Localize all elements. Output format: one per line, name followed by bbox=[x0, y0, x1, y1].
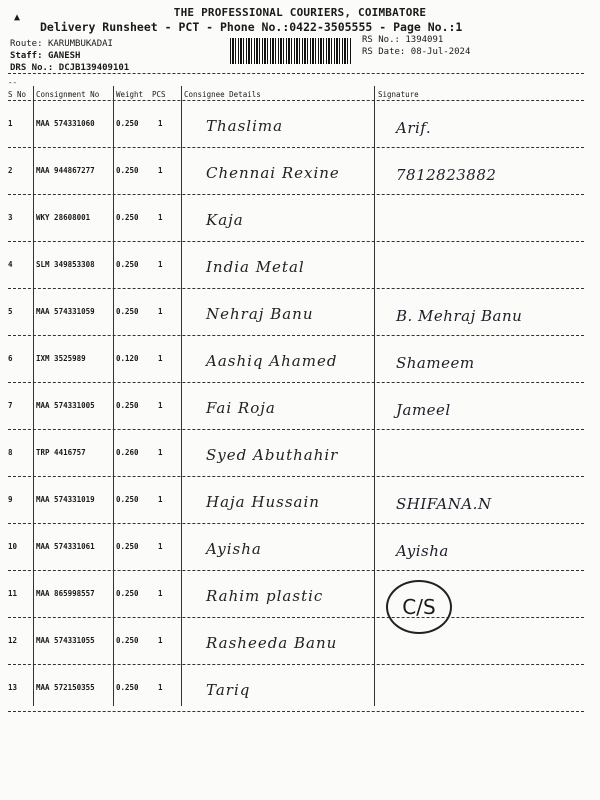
cell-weight: 0.250 bbox=[116, 260, 139, 269]
cell-pcs: 1 bbox=[158, 307, 163, 316]
drs-label: DRS No.: bbox=[10, 63, 54, 73]
cell-weight: 0.120 bbox=[116, 354, 139, 363]
cell-sno: 5 bbox=[8, 307, 13, 316]
cell-consignment: MAA 574331005 bbox=[36, 401, 95, 410]
cell-sno: 4 bbox=[8, 260, 13, 269]
cell-consignment: MAA 572150355 bbox=[36, 683, 95, 692]
row-divider bbox=[8, 711, 584, 712]
barcode bbox=[230, 38, 352, 64]
cell-weight: 0.250 bbox=[116, 636, 139, 645]
cell-pcs: 1 bbox=[158, 683, 163, 692]
consignee-name: India Metal bbox=[206, 258, 305, 276]
consignee-name: Tariq bbox=[206, 681, 251, 699]
cell-weight: 0.250 bbox=[116, 589, 139, 598]
row-divider bbox=[8, 288, 584, 289]
col-consignment: Consignment No bbox=[36, 90, 100, 99]
cell-consignment: TRP 4416757 bbox=[36, 448, 86, 457]
header-left-info bbox=[10, 38, 129, 74]
cell-sno: 6 bbox=[8, 354, 13, 363]
row-divider bbox=[8, 664, 584, 665]
cell-weight: 0.250 bbox=[116, 495, 139, 504]
row-divider bbox=[8, 523, 584, 524]
cell-weight: 0.250 bbox=[116, 307, 139, 316]
consignee-name: Fai Roja bbox=[206, 399, 276, 417]
cell-pcs: 1 bbox=[158, 448, 163, 457]
consignee-name: Haja Hussain bbox=[206, 493, 320, 511]
consignee-name: Rahim plastic bbox=[206, 587, 324, 605]
signature: SHIFANA.N bbox=[396, 495, 492, 513]
consignee-name: Rasheeda Banu bbox=[206, 634, 338, 652]
consignee-name: Thaslima bbox=[206, 117, 284, 135]
cell-consignment: IXM 3525989 bbox=[36, 354, 86, 363]
cell-consignment: SLM 349853308 bbox=[36, 260, 95, 269]
row-divider bbox=[8, 100, 584, 101]
signature: B. Mehraj Banu bbox=[396, 307, 523, 325]
cell-consignment: MAA 574331055 bbox=[36, 636, 95, 645]
cell-weight: 0.250 bbox=[116, 683, 139, 692]
dash-mark: -- bbox=[8, 78, 18, 87]
route-label: Route: bbox=[10, 39, 43, 49]
cell-sno: 11 bbox=[8, 589, 18, 598]
cell-weight: 0.250 bbox=[116, 166, 139, 175]
cell-weight: 0.260 bbox=[116, 448, 139, 457]
cell-weight: 0.250 bbox=[116, 542, 139, 551]
signature: Ayisha bbox=[396, 542, 449, 560]
col-signature: Signature bbox=[378, 90, 419, 99]
rs-date-value: 08-Jul-2024 bbox=[410, 47, 471, 57]
row-divider bbox=[8, 147, 584, 148]
cell-pcs: 1 bbox=[158, 542, 163, 551]
cell-pcs: 1 bbox=[158, 354, 163, 363]
consignee-name: Ayisha bbox=[206, 540, 262, 558]
row-divider bbox=[8, 241, 584, 242]
col-separator bbox=[374, 86, 375, 706]
cell-pcs: 1 bbox=[158, 636, 163, 645]
cell-pcs: 1 bbox=[158, 166, 163, 175]
col-weight: Weight bbox=[116, 90, 144, 99]
company-title: THE PROFESSIONAL COURIERS, COIMBATORE bbox=[173, 6, 427, 19]
cell-consignment: MAA 574331059 bbox=[36, 307, 95, 316]
cell-sno: 10 bbox=[8, 542, 18, 551]
staff-label: Staff: bbox=[10, 51, 43, 61]
cell-pcs: 1 bbox=[158, 260, 163, 269]
row-divider bbox=[8, 570, 584, 571]
cell-consignment: MAA 574331061 bbox=[36, 542, 95, 551]
cell-weight: 0.250 bbox=[116, 401, 139, 410]
staff-value: GANESH bbox=[47, 51, 81, 61]
row-divider bbox=[8, 335, 584, 336]
col-separator bbox=[33, 86, 34, 706]
cell-consignment: MAA 944867277 bbox=[36, 166, 95, 175]
signature: Jameel bbox=[396, 401, 451, 419]
cell-sno: 9 bbox=[8, 495, 13, 504]
cell-sno: 2 bbox=[8, 166, 13, 175]
cell-sno: 12 bbox=[8, 636, 18, 645]
consignee-name: Chennai Rexine bbox=[206, 164, 340, 182]
cell-sno: 7 bbox=[8, 401, 13, 410]
rs-no-label: RS No.: bbox=[362, 35, 400, 45]
header-right-info bbox=[362, 34, 470, 58]
col-consignee: Consignee Details bbox=[184, 90, 261, 99]
cell-consignment: WKY 28608001 bbox=[36, 213, 91, 222]
col-pcs: PCS bbox=[152, 90, 166, 99]
cell-sno: 1 bbox=[8, 119, 13, 128]
row-divider bbox=[8, 429, 584, 430]
signature: Shameem bbox=[396, 354, 475, 372]
col-separator bbox=[113, 86, 114, 706]
row-divider bbox=[8, 476, 584, 477]
row-divider bbox=[8, 382, 584, 383]
row-divider bbox=[8, 194, 584, 195]
drs-value: DCJB139409101 bbox=[58, 63, 130, 73]
signature: 7812823882 bbox=[396, 166, 497, 184]
cs-stamp: C/S bbox=[386, 580, 452, 634]
cell-sno: 8 bbox=[8, 448, 13, 457]
cell-weight: 0.250 bbox=[116, 119, 139, 128]
cell-consignment: MAA 574331019 bbox=[36, 495, 95, 504]
signature: Arif. bbox=[396, 119, 432, 137]
consignee-name: Nehraj Banu bbox=[206, 305, 314, 323]
header-divider bbox=[8, 73, 584, 74]
cell-sno: 13 bbox=[8, 683, 18, 692]
consignee-name: Syed Abuthahir bbox=[206, 446, 339, 464]
route-value: KARUMBUKADAI bbox=[47, 39, 113, 49]
bird-logo-icon: ▲ bbox=[14, 12, 21, 23]
rs-date-label: RS Date: bbox=[362, 47, 406, 57]
row-divider bbox=[8, 617, 584, 618]
cell-pcs: 1 bbox=[158, 495, 163, 504]
consignee-name: Kaja bbox=[206, 211, 244, 229]
cell-consignment: MAA 574331060 bbox=[36, 119, 95, 128]
cell-pcs: 1 bbox=[158, 589, 163, 598]
cell-sno: 3 bbox=[8, 213, 13, 222]
col-sno: S No bbox=[8, 90, 27, 99]
cell-pcs: 1 bbox=[158, 213, 163, 222]
cell-weight: 0.250 bbox=[116, 213, 139, 222]
cell-consignment: MAA 865998557 bbox=[36, 589, 95, 598]
cell-pcs: 1 bbox=[158, 119, 163, 128]
col-separator bbox=[181, 86, 182, 706]
consignee-name: Aashiq Ahamed bbox=[206, 352, 338, 370]
rs-no-value: 1394091 bbox=[405, 35, 444, 45]
cell-pcs: 1 bbox=[158, 401, 163, 410]
runsheet-subtitle: Delivery Runsheet - PCT - Phone No.:0422-3505555 - Page No.:1 bbox=[40, 20, 463, 34]
